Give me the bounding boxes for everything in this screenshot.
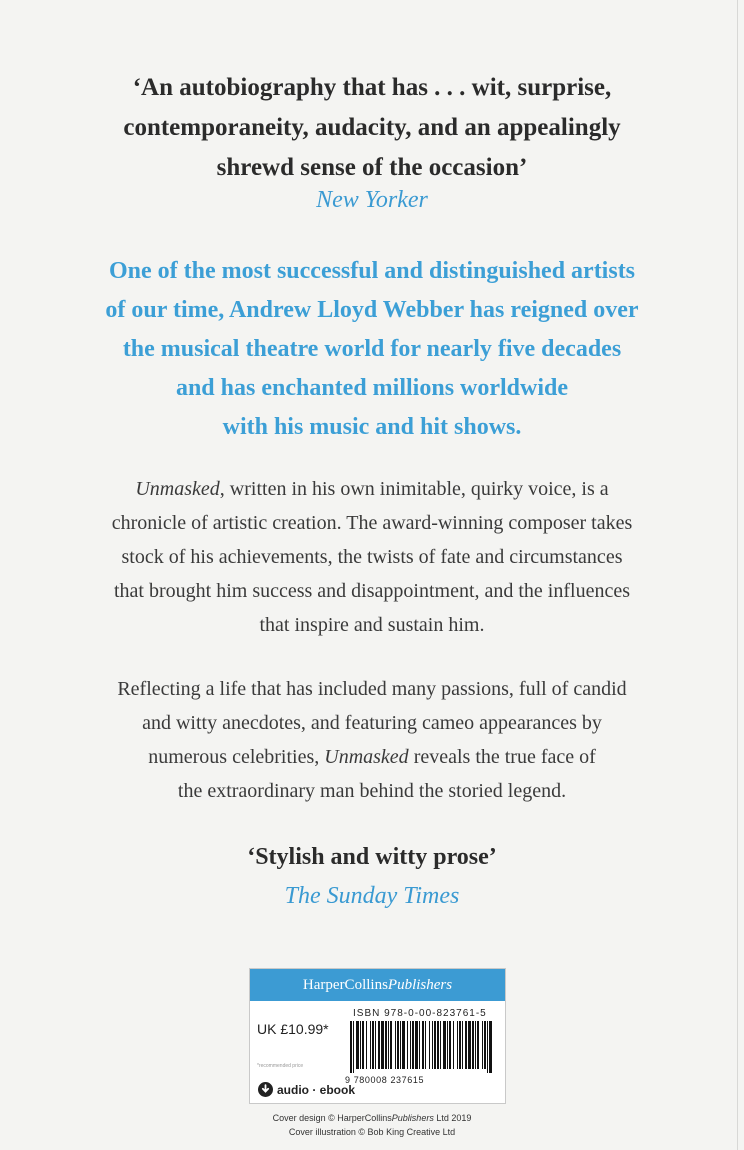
publisher-name-italic: Publishers [387, 977, 453, 993]
blurb-line: with his music and hit shows. [222, 414, 522, 440]
book-title: Unmasked [324, 746, 409, 768]
blurb-line: of our time, Andrew Lloyd Webber has reigned over [105, 297, 639, 323]
publisher-banner [250, 969, 505, 1001]
cover-illustration-credit: Cover illustration © Bob King Creative Ltd [288, 1127, 456, 1137]
recommended-price-note: *recommended price [257, 1063, 304, 1069]
isbn-number: ISBN 978-0-00-823761-5 [353, 1008, 487, 1019]
paragraph-line: that inspire and sustain him. [259, 614, 485, 636]
paragraph-text: reveals the true face of [408, 746, 596, 768]
review-quote-2: ‘Stylish and witty prose’ [247, 844, 497, 870]
paragraph-line [0, 472, 744, 506]
audio-ebook-label [258, 1082, 355, 1097]
paragraph-text: numerous celebrities, [148, 746, 325, 768]
quote-line: shrewd sense of the occasion’ [216, 154, 528, 181]
paragraph-line: stock of his achievements, the twists of fate and circumstances [121, 546, 623, 568]
blurb-line: and has enchanted millions worldwide [175, 375, 569, 401]
book-title: Unmasked [135, 478, 220, 500]
credit-text: Cover design © HarperCollins [272, 1113, 392, 1123]
quote-line: ‘An autobiography that has . . . wit, surprise, [132, 74, 612, 101]
audio-ebook-text: audio · ebook [277, 1082, 355, 1097]
review-quote-1 [0, 68, 744, 188]
paragraph-line: that brought him success and disappointment, and the influences [114, 580, 630, 602]
paragraph-line: chronicle of artistic creation. The award-winning composer takes [111, 512, 633, 534]
barcode-icon [346, 1021, 496, 1073]
paragraph-text: , written in his own inimitable, quirky voice, is a [219, 478, 609, 500]
description-paragraph-2 [0, 672, 744, 808]
paragraph-line: the extraordinary man behind the storied legend. [177, 780, 567, 802]
quote-source-2: The Sunday Times [284, 883, 460, 909]
blurb-line: the musical theatre world for nearly five decades [122, 336, 622, 362]
quote-line: contemporaneity, audacity, and an appealingly [123, 114, 621, 141]
blurb [0, 252, 744, 447]
barcode-digits: 9 780008 237615 [345, 1075, 425, 1085]
credit-text: Ltd 2019 [433, 1113, 472, 1123]
blurb-line: One of the most successful and distinguished artists [108, 258, 636, 284]
publisher-name: HarperCollins [302, 977, 388, 993]
paragraph-line: Reflecting a life that has included many passions, full of candid [117, 678, 627, 700]
quote-source-1: New Yorker [316, 187, 428, 213]
description-paragraph-1 [0, 472, 744, 642]
credit-italic: Publishers [391, 1113, 434, 1123]
paragraph-line: and witty anecdotes, and featuring cameo appearances by [142, 712, 602, 734]
download-circle-icon [258, 1082, 273, 1097]
paragraph-line [0, 740, 744, 774]
cover-design-credit [0, 1112, 744, 1125]
barcode-panel [249, 968, 506, 1104]
price: UK £10.99* [257, 1021, 329, 1037]
